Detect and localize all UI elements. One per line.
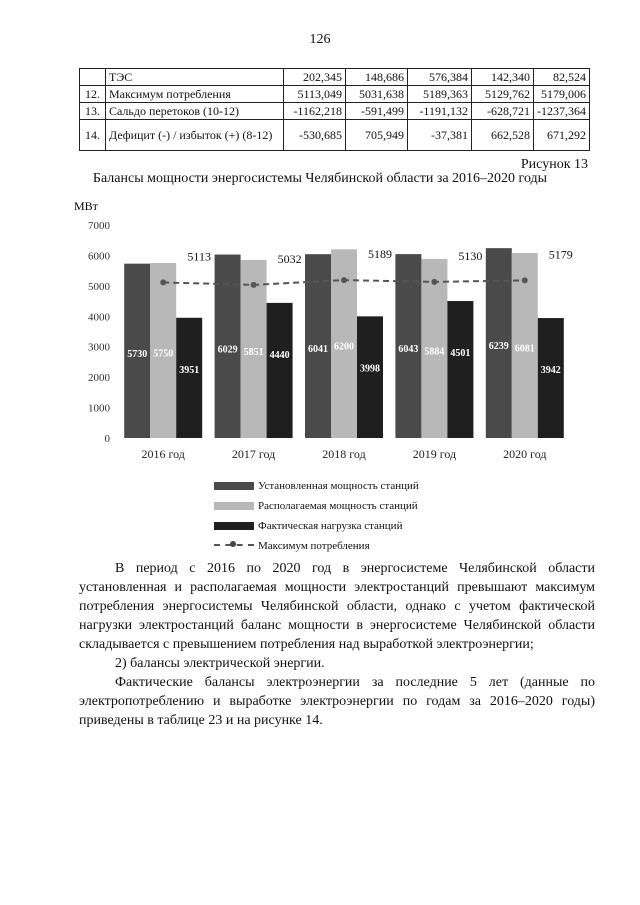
row-value: 148,686 [346, 69, 408, 86]
x-tick-label: 2016 год [141, 447, 185, 461]
y-tick-label: 4000 [88, 311, 110, 324]
row-value: -1237,364 [534, 103, 590, 120]
legend-label-actual: Фактическая нагрузка станций [258, 520, 403, 532]
legend-item-installed [214, 476, 419, 496]
legend-swatch-max [214, 544, 254, 548]
legend-item-actual [214, 516, 419, 536]
max-consumption-point [431, 279, 437, 285]
row-label: Дефицит (-) / избыток (+) (8-12) [106, 120, 284, 151]
row-value: 5129,762 [472, 86, 534, 103]
y-tick-label: 3000 [88, 341, 110, 354]
row-value: 142,340 [472, 69, 534, 86]
max-consumption-point [160, 279, 166, 285]
row-value: -1191,132 [408, 103, 472, 120]
bar [357, 316, 383, 438]
legend-label-installed: Установленная мощность станций [258, 480, 419, 492]
page-number: 126 [309, 32, 331, 47]
body-text [79, 559, 595, 730]
table-row [80, 103, 590, 120]
table-row [80, 120, 590, 151]
chart-legend [214, 476, 419, 556]
row-value: -628,721 [472, 103, 534, 120]
power-balance-chart [60, 190, 580, 475]
row-number: 13. [80, 103, 106, 120]
table-row [80, 69, 590, 86]
row-value: -37,381 [408, 120, 472, 151]
row-value: 5189,363 [408, 86, 472, 103]
row-number: 12. [80, 86, 106, 103]
bar-value-label: 4501 [450, 348, 471, 360]
y-tick-label: 0 [104, 433, 110, 445]
bar-value-label: 6043 [398, 344, 419, 356]
y-tick-label: 2000 [88, 372, 110, 385]
max-consumption-label: 5189 [368, 247, 392, 262]
bar [267, 303, 293, 438]
legend-swatch-installed [214, 482, 254, 490]
paragraph-2: 2) балансы электрической энергии. [115, 656, 325, 671]
bar-value-label: 5851 [243, 346, 264, 358]
row-value: 82,524 [534, 69, 590, 86]
y-tick-label: 7000 [88, 220, 110, 232]
legend-swatch-available [214, 502, 254, 510]
bar-value-label: 4440 [269, 349, 290, 361]
row-number: 14. [80, 120, 106, 151]
row-value: 662,528 [472, 120, 534, 151]
legend-item-max [214, 536, 419, 556]
row-value: 5179,006 [534, 86, 590, 103]
max-consumption-point [522, 277, 528, 283]
bar-value-label: 5884 [424, 346, 445, 358]
row-value: -1162,218 [284, 103, 346, 120]
row-value: 5113,049 [284, 86, 346, 103]
row-label: Сальдо перетоков (10-12) [106, 103, 284, 120]
legend-item-available [214, 496, 419, 516]
bar-value-label: 6081 [514, 343, 535, 355]
row-value: -591,499 [346, 103, 408, 120]
bar [538, 318, 564, 438]
legend-label-max: Максимум потребления [258, 540, 370, 552]
bar-value-label: 5730 [127, 348, 148, 360]
table-row [80, 86, 590, 103]
x-tick-label: 2018 год [322, 447, 366, 461]
bar-value-label: 3951 [179, 364, 200, 376]
bar [447, 301, 473, 438]
row-value: -530,685 [284, 120, 346, 151]
paragraph-1: В период с 2016 по 2020 год в энергосистеме Челябинской области установленная и располагаемая мощности электростанций превышают максимум потребления энергосистемы Челябинской области, однако с учетом фактической нагрузки электростанций баланс мощности в энергосистеме Челябинской области складывается с превышением потребления над выработкой электроэнергии; [79, 561, 595, 652]
row-label: Максимум потребления [106, 86, 284, 103]
figure-label: Рисунок 13 [520, 157, 588, 172]
bar-value-label: 5750 [153, 348, 174, 360]
x-tick-label: 2019 год [412, 447, 457, 461]
max-consumption-point [251, 282, 257, 288]
bar-value-label: 6200 [334, 341, 354, 353]
paragraph-3: Фактические балансы электроэнергии за последние 5 лет (данные по электропотреблению и выработке электроэнергии по годам за 2016–2020 годы) приведены в таблице 23 и на рисунке 14. [79, 675, 595, 728]
row-value: 705,949 [346, 120, 408, 151]
max-consumption-point [341, 277, 347, 283]
max-consumption-label: 5130 [458, 248, 483, 263]
y-tick-label: 6000 [88, 250, 110, 263]
bar-value-label: 6041 [308, 344, 328, 356]
y-tick-label: 1000 [88, 402, 110, 415]
row-value: 671,292 [534, 120, 590, 151]
legend-label-available: Располагаемая мощность станций [258, 500, 418, 512]
max-consumption-label: 5179 [548, 247, 573, 262]
row-label: ТЭС [106, 69, 284, 86]
y-axis-label: МВт [74, 199, 98, 213]
max-consumption-label: 5113 [187, 249, 211, 264]
bar [176, 318, 202, 438]
chart-title: Балансы мощности энергосистемы Челябинской области за 2016–2020 годы [92, 171, 548, 186]
y-tick-label: 5000 [88, 280, 110, 293]
bar-value-label: 6239 [488, 341, 509, 353]
legend-swatch-actual [214, 522, 254, 530]
row-value: 202,345 [284, 69, 346, 86]
bar-value-label: 6029 [217, 344, 238, 356]
row-value: 576,384 [408, 69, 472, 86]
balance-table [79, 68, 590, 151]
x-tick-label: 2017 год [231, 447, 276, 461]
row-value: 5031,638 [346, 86, 408, 103]
max-consumption-label: 5032 [277, 251, 302, 266]
bar-value-label: 3998 [360, 363, 380, 375]
x-tick-label: 2020 год [503, 447, 547, 461]
row-number [80, 69, 106, 86]
bar-value-label: 3942 [540, 365, 561, 377]
